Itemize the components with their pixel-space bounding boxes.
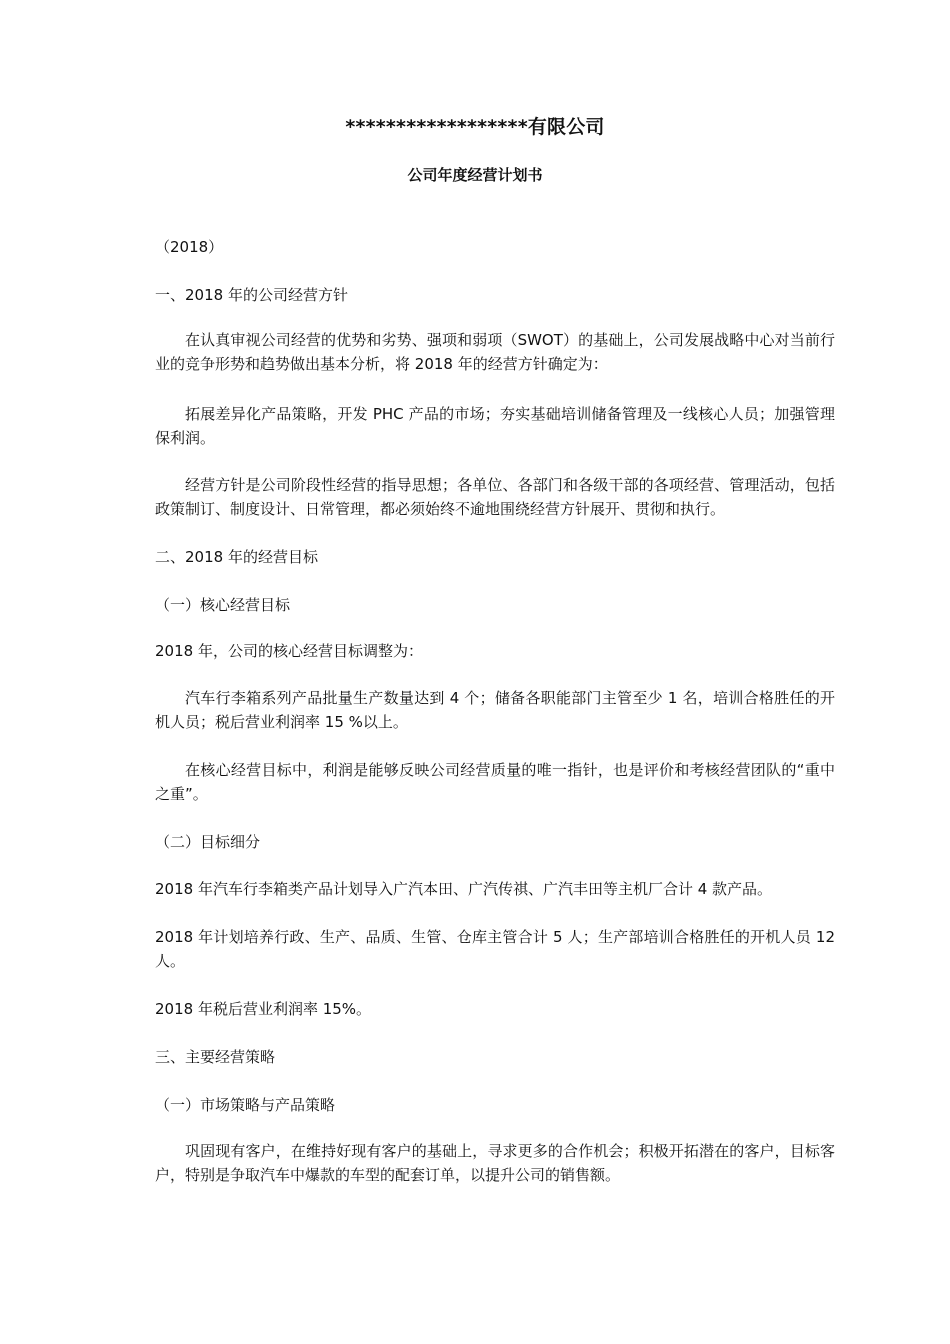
section2-line-1: 2018 年，公司的核心经营目标调整为：: [155, 642, 423, 660]
section2-paragraph-2: 在核心经营目标中，利润是能够反映公司经营质量的唯一指针，也是评价和考核经营团队的“重中之重”。: [155, 761, 835, 803]
section1-heading: 一、2018 年的公司经营方针: [155, 286, 348, 304]
section2-item-1: 2018 年汽车行李箱类产品计划导入广汽本田、广汽传祺、广汽丰田等主机厂合计 4 款产品。: [155, 880, 773, 898]
section2-item-2: 2018 年计划培养行政、生产、品质、生管、仓库主管合计 5 人；生产部培训合格胜任的开机人员 12 人。: [155, 928, 835, 970]
section2-item-3: 2018 年税后营业利润率 15%。: [155, 1000, 372, 1018]
section1-paragraph-1: 在认真审视公司经营的优势和劣势、强项和弱项（SWOT）的基础上，公司发展战略中心对当前行业的竞争形势和趋势做出基本分析，将 2018 年的经营方针确定为：: [155, 331, 835, 373]
section1-paragraph-2: 拓展差异化产品策略，开发 PHC 产品的市场；夯实基础培训储备管理及一线核心人员；加强管理保利润。: [155, 405, 835, 447]
year-label: （2018）: [155, 238, 224, 256]
section2-heading: 二、2018 年的经营目标: [155, 548, 318, 566]
section3-heading: 三、主要经营策略: [155, 1048, 276, 1066]
section2-paragraph-1: 汽车行李箱系列产品批量生产数量达到 4 个；储备各职能部门主管至少 1 名，培训合格胜任的开机人员；税后营业利润率 15 %以上。: [155, 689, 835, 731]
section3-subheading-1: （一）市场策略与产品策略: [155, 1096, 336, 1114]
section2-subheading-1: （一）核心经营目标: [155, 596, 291, 614]
section3-paragraph-1: 巩固现有客户，在维持好现有客户的基础上，寻求更多的合作机会；积极开拓潜在的客户，目标客户，特别是争取汽车中爆款的车型的配套订单，以提升公司的销售额。: [155, 1142, 835, 1184]
section1-paragraph-3: 经营方针是公司阶段性经营的指导思想；各单位、各部门和各级干部的各项经营、管理活动，包括政策制订、制度设计、日常管理，都必须始终不逾地围绕经营方针展开、贯彻和执行。: [155, 476, 835, 518]
document-title: 公司年度经营计划书: [407, 166, 543, 184]
section2-subheading-2: （二）目标细分: [155, 833, 261, 851]
company-name: ******************有限公司: [345, 116, 605, 138]
